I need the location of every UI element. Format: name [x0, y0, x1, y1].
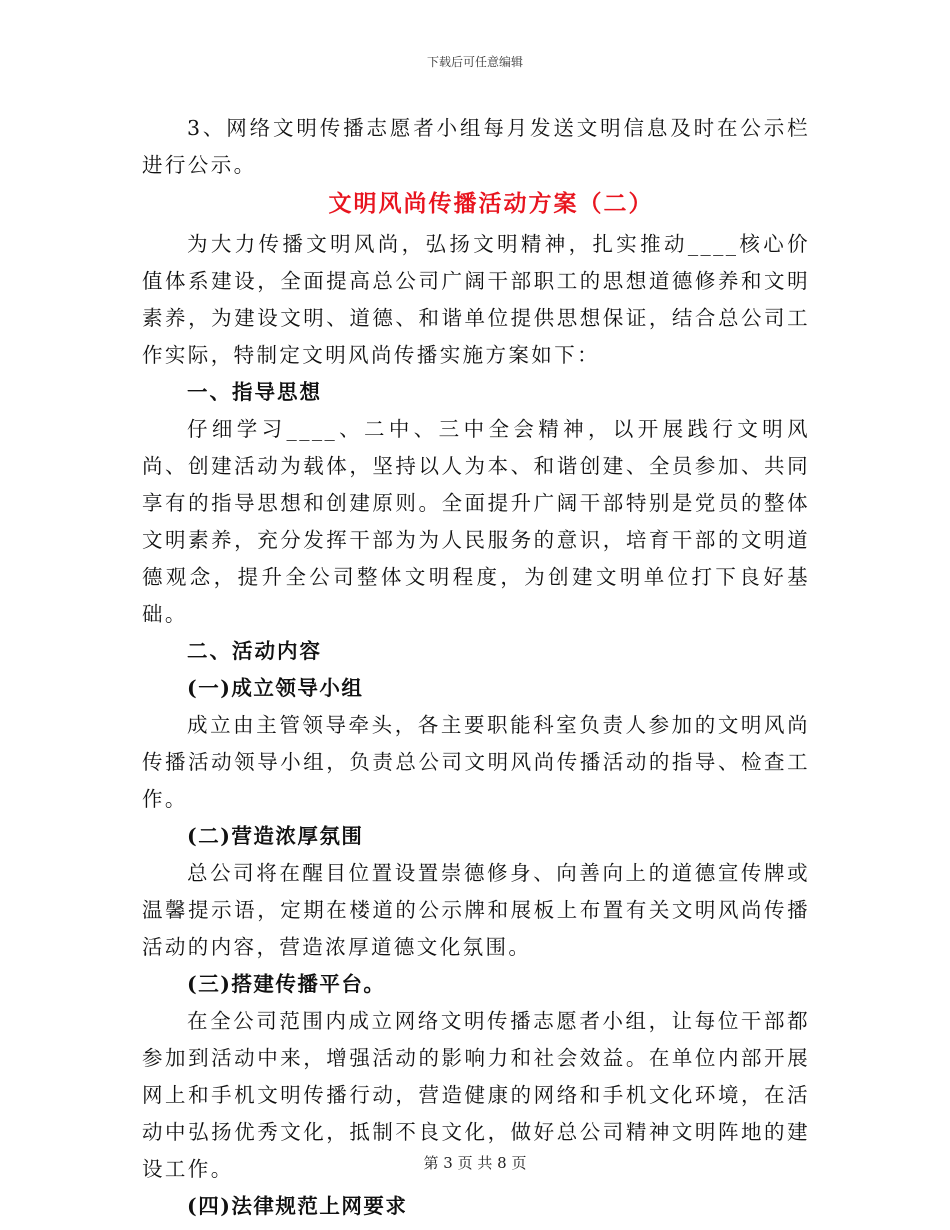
intro-paragraph: 为大力传播文明风尚，弘扬文明精神，扎实推动____核心价值体系建设，全面提高总公司广阔干部职工的思想道德修养和文明素养，为建设文明、道德、和谐单位提供思想保证，结合总公司工作实际，特制定文明风尚传播实施方案如下： — [142, 232, 810, 367]
page-number: 第 3 页 共 8 页 — [423, 1154, 527, 1172]
document-title: 文明风尚传播活动方案（二） — [328, 190, 654, 217]
subheading-atmosphere: (二)营造浓厚氛围 — [187, 824, 364, 848]
paragraph-item-3: 3、网络文明传播志愿者小组每月发送文明信息及时在公示栏进行公示。 — [142, 116, 810, 177]
body-atmosphere: 总公司将在醒目位置设置崇德修身、向善向上的道德宣传牌或温馨提示语，定期在楼道的公示牌和展板上布置有关文明风尚传播活动的内容，营造浓厚道德文化氛围。 — [142, 861, 810, 959]
subheading-leadership-group: (一)成立领导小组 — [187, 676, 364, 700]
body-leadership-group: 成立由主管领导牵头，各主要职能科室负责人参加的文明风尚传播活动领导小组，负责总公司文明风尚传播活动的指导、检查工作。 — [142, 713, 810, 811]
section-heading-guiding-ideology: 一、指导思想 — [187, 380, 322, 404]
page-header-note: 下载后可任意编辑 — [426, 55, 523, 69]
document-body — [142, 110, 810, 1225]
section-body-guiding-ideology: 仔细学习____、二中、三中全会精神，以开展践行文明风尚、创建活动为载体，坚持以人为本、和谐创建、全员参加、共同享有的指导思想和创建原则。全面提升广阔干部特别是党员的整体文明素养，充分发挥干部为为人民服务的意识，培育干部的文明道德观念，提升全公司整体文明程度，为创建文明单位打下良好基础。 — [142, 417, 810, 626]
section-heading-activity-content: 二、活动内容 — [187, 639, 322, 663]
subheading-platform: (三)搭建传播平台。 — [187, 972, 386, 996]
body-platform: 在全公司范围内成立网络文明传播志愿者小组，让每位干部都参加到活动中来，增强活动的影响力和社会效益。在单位内部开展网上和手机文明传播行动，营造健康的网络和手机文化环境，在活动中弘扬优秀文化，抵制不良文化，做好总公司精神文明阵地的建设工作。 — [142, 1009, 810, 1181]
subheading-internet-rules: (四)法律规范上网要求 — [187, 1194, 408, 1218]
